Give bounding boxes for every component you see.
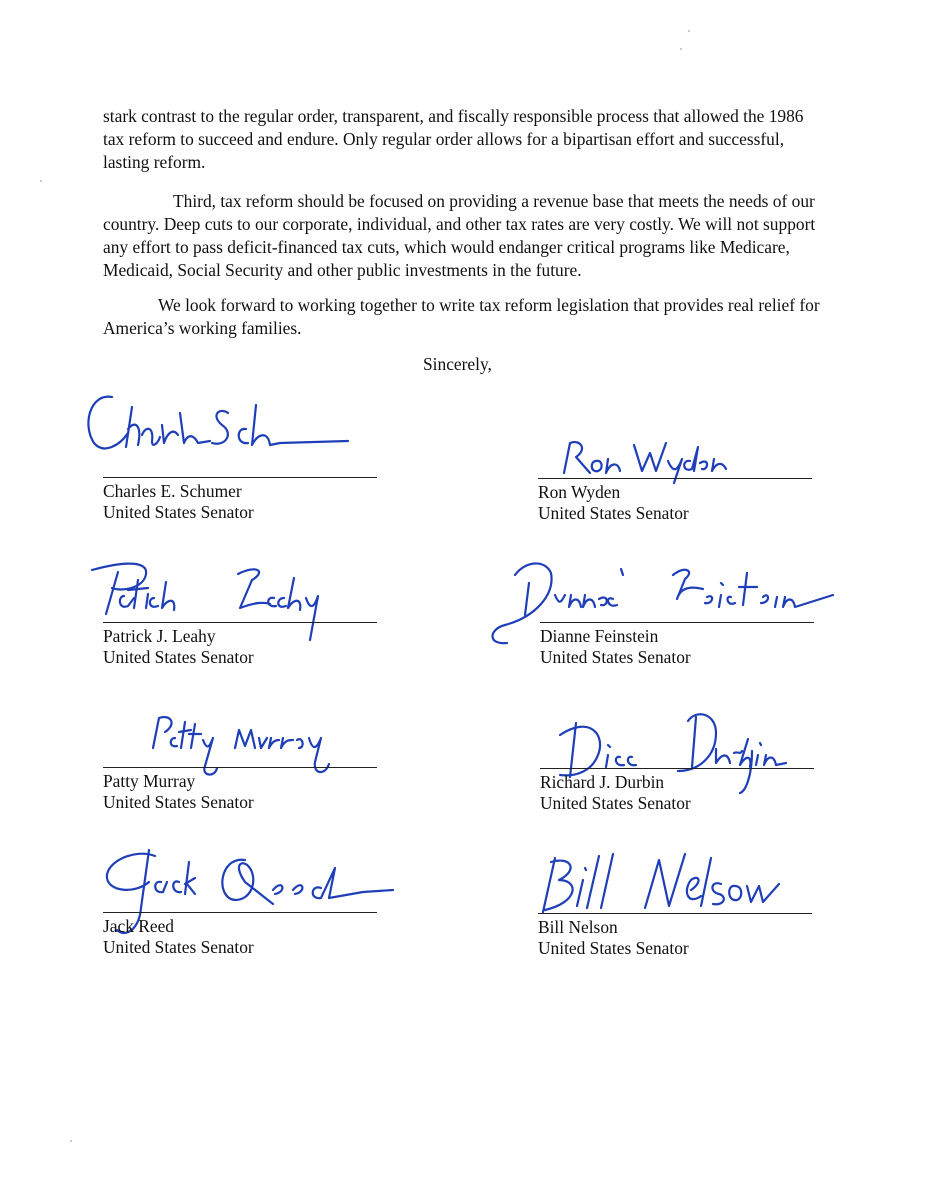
signatory-title: United States Senator [538, 938, 689, 958]
scan-speck [40, 180, 42, 182]
signature-feinstein [485, 555, 835, 650]
signatory-name: Jack Reed [103, 916, 174, 936]
signature-nelson [535, 850, 785, 920]
signature-schumer [80, 385, 350, 475]
signatory-name: Patty Murray [103, 771, 196, 791]
signatory-name: Bill Nelson [538, 917, 618, 937]
paragraph-regular-order: stark contrast to the regular order, transparent, and fiscally responsible process that allowed the 1986 tax reform to succeed and endure. Only regular order allows for a bipartisan effort and successful, lasting reform. [103, 106, 804, 172]
signatory-title: United States Senator [103, 502, 254, 522]
signatory-title: United States Senator [540, 793, 691, 813]
signatory-name: Patrick J. Leahy [103, 626, 216, 646]
signatory-title: United States Senator [540, 647, 691, 667]
paragraph-revenue-base: Third, tax reform should be focused on providing a revenue base that meets the needs of our country. Deep cuts to our corporate, individual, and other tax rates are very costly. We will not support any effort to pass deficit-financed tax cuts, which would endanger critical programs like Medicare, Medicaid, Social Security and other public investments in the future. [103, 191, 816, 280]
signatory-title: United States Senator [103, 647, 254, 667]
signatory-name: Dianne Feinstein [540, 626, 659, 646]
scan-speck [688, 30, 690, 32]
signatory-title: United States Senator [538, 503, 689, 523]
paragraph-closing-remarks: We look forward to working together to write tax reform legislation that provides real relief for America’s working families. [103, 295, 820, 338]
closing-salutation: Sincerely, [423, 354, 492, 374]
signatory-name: Charles E. Schumer [103, 481, 242, 501]
signatory-title: United States Senator [103, 792, 254, 812]
signatory-name: Ron Wyden [538, 482, 621, 502]
scan-speck [680, 48, 682, 50]
signatory-title: United States Senator [103, 937, 254, 957]
signatory-name: Richard J. Durbin [540, 772, 665, 792]
scan-speck [70, 1140, 72, 1142]
